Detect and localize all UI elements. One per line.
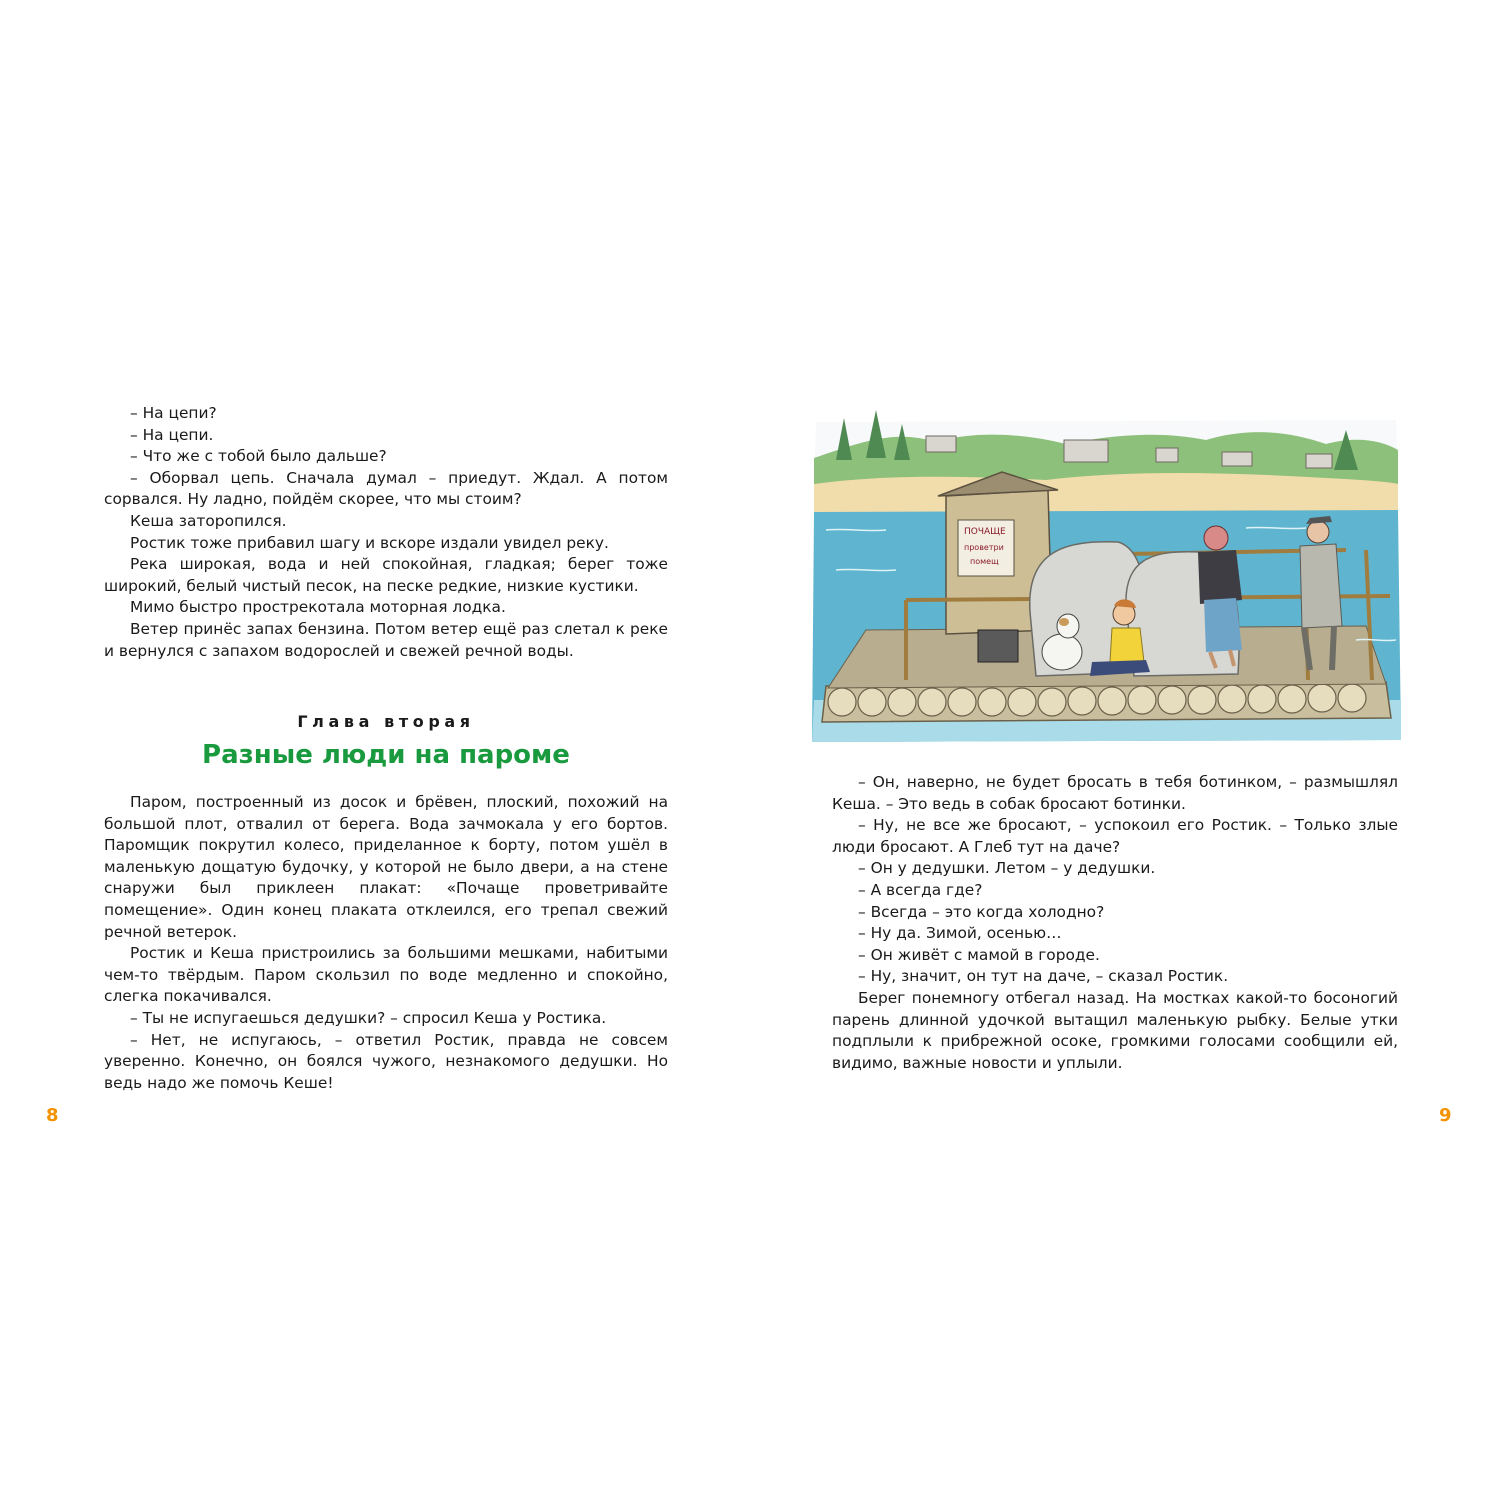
paragraph: – Нет, не испугаюсь, – ответил Ростик, правда не совсем уверенно. Конечно, он боялся чужого, незнакомого дедушки. Но ведь надо же помочь Кеше! xyxy=(104,1030,668,1092)
paragraph: Река широкая, вода и ней спокойная, гладкая; берег тоже широкий, белый чистый песок, на песке редкие, низкие кустики. xyxy=(104,555,668,595)
left-top-text xyxy=(104,403,668,662)
poster-text: проветри xyxy=(964,543,1004,552)
chapter-title: Разные люди на пароме xyxy=(202,740,570,770)
paragraph: – Он, наверно, не будет бросать в тебя ботинком, – размышлял Кеша. – Это ведь в собак бросают ботинки. xyxy=(832,773,1398,813)
paragraph: – А всегда где? xyxy=(858,880,983,899)
paragraph: – Он живёт с мамой в городе. xyxy=(858,945,1100,964)
paragraph: Ростик тоже прибавил шагу и вскоре издали увидел реку. xyxy=(130,533,609,552)
paragraph: – Оборвал цепь. Сначала думал – приедут. Ждал. А потом сорвался. Ну ладно, пойдём скорее, что мы стоим? xyxy=(104,468,668,509)
paragraph: Ростик и Кеша пристроились за большими мешками, набитыми чем-то твёрдым. Паром скользил по воде медленно и спокойно, слегка покачивался. xyxy=(104,944,668,1006)
paragraph: – Ну да. Зимой, осенью… xyxy=(858,924,1062,943)
paragraph: Ветер принёс запах бензина. Потом ветер ещё раз слетал к реке и вернулся с запахом водорослей и свежей речной воды. xyxy=(104,619,668,660)
paragraph: Паром, построенный из досок и брёвен, плоский, похожий на большой плот, отвалил от берега. Вода зачмокала у его бортов. Паромщик покрутил колесо, приделанное к борту, потом ушёл в маленькую дощатую будочку, у которой не было двери, а на стене снаружи был приклеен плакат: «Почаще проветривайте помещение». Один конец плаката отклеился, его трепал свежий речной ветерок. xyxy=(104,793,668,941)
page-number-left: 8 xyxy=(46,1105,59,1126)
right-page xyxy=(750,0,1500,1500)
paragraph: Берег понемногу отбегал назад. На мостках какой-то босоногий парень длинной удочкой вытащил маленькую рыбку. Белые утки подплыли к прибрежной осоке, громкими голосами сообщили ей, видимо, важные новости и уплыли. xyxy=(832,988,1398,1072)
chapter-label: Глава вторая xyxy=(297,712,475,731)
paragraph: Кеша заторопился. xyxy=(130,511,287,530)
left-bottom-text xyxy=(104,792,668,1094)
paragraph: – Ну, не все же бросают, – успокоил его Ростик. – Только злые люди бросают. А Глеб тут на даче? xyxy=(832,816,1398,856)
paragraph: – Ты не испугаешься дедушки? – спросил Кеша у Ростика. xyxy=(130,1008,607,1027)
page-number-right: 9 xyxy=(1439,1105,1452,1126)
paragraph: Мимо быстро прострекотала моторная лодка. xyxy=(130,598,506,617)
paragraph: – Ну, значит, он тут на даче, – сказал Ростик. xyxy=(858,967,1229,986)
paragraph: – Всегда – это когда холодно? xyxy=(858,902,1105,921)
right-page-text xyxy=(832,772,1398,1074)
ferry-illustration xyxy=(806,400,1406,748)
paragraph: – На цепи? xyxy=(130,404,217,422)
poster-text: ПОЧАЩЕ xyxy=(964,527,1006,537)
paragraph: – Что же с тобой было дальше? xyxy=(130,447,387,466)
poster-text: помещ xyxy=(970,557,999,566)
paragraph: – Он у дедушки. Летом – у дедушки. xyxy=(858,859,1156,878)
paragraph: – На цепи. xyxy=(130,425,214,444)
